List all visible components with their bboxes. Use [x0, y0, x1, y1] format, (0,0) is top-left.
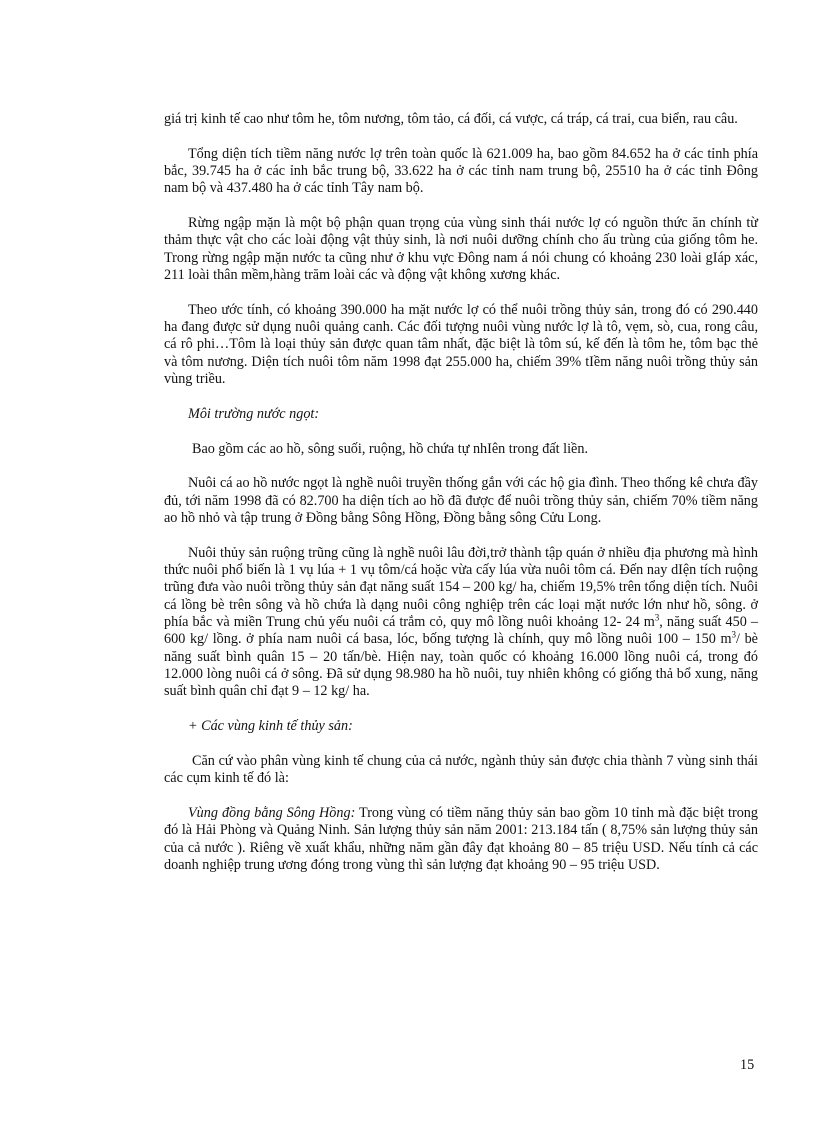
text-segment: / bè năng suất bình quân 15 – 20 tấn/bè. Hiện nay, toàn quốc có khoảng 16.000 lồng nuôi cá, trong đó 12.000 lòng nuôi cá ở sông. Đã sử dụng 98.980 ha hồ nuôi, tuy nhiên không có giống thả bổ xung, năng suất bình quân chỉ đạt 9 – 12 kg/ ha.: [164, 631, 758, 700]
paragraph-rice-field-farming: [164, 545, 758, 701]
superscript: 3: [654, 612, 660, 623]
paragraph-pond-farming: Nuôi cá ao hồ nước ngọt là nghề nuôi truyền thống gắn với các hộ gia đình. Theo thống kê chưa đầy đủ, tới năm 1998 đã có 82.700 ha diện tích ao hồ đã được để nuôi trồng thủy sản, chiếm 70% tiềm năng ao hồ nhỏ và tập trung ở Đồng bằng Sông Hồng, Đồng bằng sông Cửu Long.: [164, 475, 758, 527]
paragraph-red-river-delta: [164, 805, 758, 874]
page-number: 15: [740, 1057, 755, 1073]
paragraph-zones-intro: Căn cứ vào phân vùng kinh tế chung của cả nước, ngành thủy sản được chia thành 7 vùng sinh thái các cụm kinh tế đó là:: [164, 752, 758, 787]
paragraph-estimate: Theo ước tính, có khoảng 390.000 ha mặt nước lợ có thể nuôi trồng thủy sản, trong đó có 290.440 ha đang được sử dụng nuôi quảng canh. Các đối tượng nuôi vùng nước lợ là tô, vẹm, sò, cua, rong câu, cá rô phi…Tôm là loại thủy sản được quan tâm nhất, đặc biệt là tôm sú, kế đến là tôm he, tôm bạc thẻ và tôm nương. Diện tích nuôi tôm năm 1998 đạt 255.000 ha, chiếm 39% tIềm năng nuôi trồng thủy sản vùng triều.: [164, 301, 758, 388]
paragraph-mangrove: Rừng ngập mặn là một bộ phận quan trọng của vùng sinh thái nước lợ có nguồn thức ăn chính từ thảm thực vật cho các loài động vật thủy sinh, là nơi nuôi dưỡng chính cho ấu trùng của giống tôm he. Trong rừng ngập mặn nước ta cũng như ở khu vực Đông nam á nói chung có khoảng 230 loài gIáp xác, 211 loài thân mềm,hàng trăm loài các và động vật không xương khác.: [164, 215, 758, 284]
paragraph-freshwater-intro: Bao gồm các ao hồ, sông suối, ruộng, hồ chứa tự nhIên trong đất liền.: [192, 440, 588, 457]
zone-lead: Vùng đồng bằng Sông Hồng:: [188, 804, 356, 821]
text-segment: Trong vùng có tiềm năng thủy sản bao gồm 10 tỉnh mà đặc biệt trong đó là Hải Phòng và Quảng Ninh. Sản lượng thủy sản năm 2001: 213.184 tấn ( 8,75% sản lượng thủy sản của cả nước ). Riêng về xuất khẩu, những năm gần đây đạt khoảng 80 – 85 triệu USD. Nếu tính cả các doanh nghiệp trung ương đóng trong vùng thì sản lượng đạt khoảng 90 – 95 triệu USD.: [164, 804, 758, 873]
text-segment: , năng suất 450 – 600 kg/ lồng. ở phía nam nuôi cá basa, lóc, bống tượng là chính, quy mô lồng nuôi 100 – 150 m: [164, 614, 758, 648]
superscript: 3: [731, 629, 736, 640]
paragraph-brackish-area: Tổng diện tích tiềm năng nước lợ trên toàn quốc là 621.009 ha, bao gồm 84.652 ha ở các tỉnh phía bắc, 39.745 ha ở các ỉnh bắc trung bộ, 33.622 ha ở các tỉnh nam trung bộ, 25510 ha ở các tỉnh Đông nam bộ và 437.480 ha ở các tỉnh Tây nam bộ.: [164, 145, 758, 197]
heading-economic-zones: + Các vùng kinh tế thủy sản:: [188, 718, 353, 735]
text-segment: Nuôi thủy sản ruộng trũng cũng là nghề nuôi lâu đời,trở thành tập quán ở nhiều địa phương mà hình thức nuôi phổ biến là 1 vụ lúa + 1 vụ tôm/cá hoặc vừa cấy lúa vừa nuôi tôm cá. Đến nay dIện tích ruộng trũng đưa vào nuôi trồng thủy sản đạt năng suất 154 – 200 kg/ ha, chiếm 19,5% trên tổng diện tích. Nuôi cá lồng bè trên sông và hồ chứa là dạng nuôi công nghiệp trên các loại mặt nước lớn như hồ, sông. ở phía bắc và miền Trung chủ yếu nuôi cá trắm cỏ, quy mô lồng nuôi khoảng 12- 24 m: [164, 544, 759, 631]
heading-freshwater: Môi trường nước ngọt:: [188, 405, 320, 422]
document-page: [164, 111, 758, 892]
paragraph-continuation: giá trị kinh tế cao như tôm he, tôm nương, tôm tảo, cá đối, cá vược, cá tráp, cá trai, cua biển, rau câu.: [164, 111, 738, 127]
